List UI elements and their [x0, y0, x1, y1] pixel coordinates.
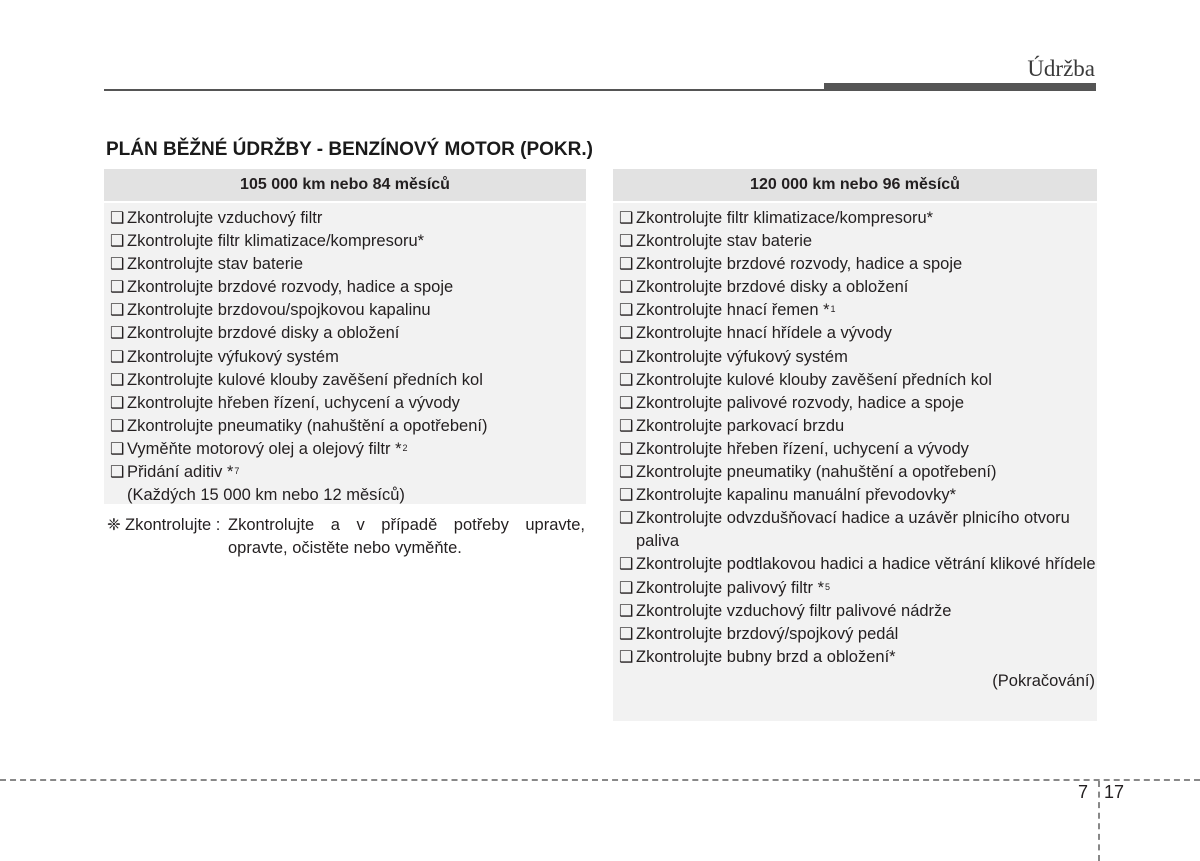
- right-panel-list: [613, 203, 1097, 669]
- checkbox-icon: ❑: [110, 348, 125, 366]
- footnote: [107, 514, 585, 560]
- left-panel-title: 105 000 km nebo 84 měsíců: [104, 169, 586, 203]
- checklist-item-text: Zkontrolujte brzdovou/spojkovou kapalinu: [127, 301, 431, 320]
- checklist-item: [104, 346, 586, 369]
- checkbox-icon: ❑: [110, 279, 125, 297]
- checklist-item-text: Zkontrolujte kulové klouby zavěšení předních kol: [636, 370, 992, 389]
- checklist-item: [613, 392, 1097, 415]
- checklist-item-text: Zkontrolujte brzdový/spojkový pedál: [636, 624, 899, 643]
- checkbox-icon: ❑: [619, 394, 634, 412]
- footnote-reference: 2: [402, 442, 408, 453]
- checklist-item-text: Zkontrolujte hřeben řízení, uchycení a vývody: [127, 393, 460, 412]
- checkbox-icon: ❑: [619, 556, 634, 574]
- checklist-item: [104, 322, 586, 345]
- checklist-item-text: Zkontrolujte kapalinu manuální převodovky*: [636, 486, 957, 505]
- checklist-item-text: Zkontrolujte brzdové disky a obložení: [636, 278, 909, 297]
- checkbox-icon: ❑: [619, 279, 634, 297]
- checklist-item-text: Zkontrolujte odvzdušňovací hadice a uzávěr plnicího otvoru paliva: [636, 509, 1070, 551]
- checklist-item: [104, 207, 586, 230]
- checklist-item-text: Vyměňte motorový olej a olejový filtr *: [127, 439, 402, 458]
- checkbox-icon: ❑: [619, 233, 634, 251]
- checkbox-icon: ❑: [619, 302, 634, 320]
- checkbox-icon: ❑: [619, 648, 634, 666]
- checklist-item-text: Zkontrolujte hnací řemen *: [636, 301, 830, 320]
- checklist-item: [104, 299, 586, 322]
- checklist-item: [613, 207, 1097, 230]
- checkbox-icon: ❑: [619, 510, 634, 528]
- checklist-item: [613, 507, 1097, 553]
- checkbox-icon: ❑: [619, 487, 634, 505]
- checklist-item-text: Zkontrolujte filtr klimatizace/kompresoru*: [127, 232, 425, 251]
- checkbox-icon: ❑: [619, 579, 634, 597]
- checkbox-icon: ❑: [619, 417, 634, 435]
- checkbox-icon: ❑: [110, 210, 125, 227]
- checklist-item-text: Zkontrolujte stav baterie: [636, 232, 813, 251]
- checklist-item-text: Zkontrolujte pneumatiky (nahuštění a opotřebení): [636, 463, 997, 482]
- checkbox-icon: ❑: [619, 348, 634, 366]
- checklist-item-text: Zkontrolujte brzdové disky a obložení: [127, 324, 400, 343]
- checklist-item: [104, 415, 586, 438]
- checklist-item: [104, 253, 586, 276]
- checklist-item: [613, 553, 1097, 576]
- page-number: 17: [1104, 782, 1125, 802]
- footnote-reference: 1: [830, 304, 836, 315]
- checklist-item-text: Zkontrolujte brzdové rozvody, hadice a spoje: [127, 278, 454, 297]
- checkbox-icon: ❑: [110, 464, 125, 482]
- checkbox-icon: ❑: [110, 302, 125, 320]
- checklist-item-text: Zkontrolujte hnací hřídele a vývody: [636, 324, 892, 343]
- checkbox-icon: ❑: [110, 256, 125, 274]
- footnote-mark: ❈: [107, 516, 121, 534]
- section-title: Údržba: [1027, 56, 1095, 81]
- footnote-reference: 5: [825, 581, 831, 592]
- left-schedule-panel: [104, 169, 586, 504]
- checkbox-icon: ❑: [110, 394, 125, 412]
- checklist-item-text: Zkontrolujte palivové rozvody, hadice a spoje: [636, 393, 965, 412]
- checklist-item: [613, 253, 1097, 276]
- checkbox-icon: ❑: [110, 371, 125, 389]
- checklist-item: [613, 299, 1097, 322]
- checklist-item: [613, 484, 1097, 507]
- checklist-item-text: Zkontrolujte bubny brzd a obložení*: [636, 647, 896, 666]
- checklist-item: [104, 392, 586, 415]
- checkbox-icon: ❑: [110, 417, 125, 435]
- right-schedule-panel: [613, 169, 1097, 721]
- checklist-item: [613, 415, 1097, 438]
- checkbox-icon: ❑: [110, 325, 125, 343]
- checkbox-icon: ❑: [619, 256, 634, 274]
- checklist-item-text: Zkontrolujte pneumatiky (nahuštění a opotřebení): [127, 416, 488, 435]
- footnote-reference: 7: [234, 466, 240, 477]
- checklist-item-text: Zkontrolujte podtlakovou hadici a hadice větrání klikové hřídele: [636, 555, 1096, 574]
- checkbox-icon: ❑: [619, 371, 634, 389]
- checklist-item-text: Zkontrolujte vzduchový filtr: [127, 209, 323, 227]
- checklist-item: [613, 346, 1097, 369]
- checklist-item: [104, 230, 586, 253]
- chapter-number: 7: [1078, 782, 1089, 802]
- checkbox-icon: ❑: [619, 325, 634, 343]
- checkbox-icon: ❑: [619, 602, 634, 620]
- footer-divider: [0, 779, 1200, 781]
- checklist-item: [104, 461, 586, 484]
- checklist-item: [613, 438, 1097, 461]
- checkbox-icon: ❑: [619, 625, 634, 643]
- checklist-item: [104, 369, 586, 392]
- checklist-item-text: Zkontrolujte výfukový systém: [636, 347, 848, 366]
- checklist-item-text: Zkontrolujte stav baterie: [127, 255, 304, 274]
- checkbox-icon: ❑: [110, 440, 125, 458]
- right-panel-title: 120 000 km nebo 96 měsíců: [613, 169, 1097, 203]
- footnote-text: Zkontrolujte a v případě potřeby upravte, opravte, očistěte nebo vyměňte.: [228, 516, 585, 557]
- checkbox-icon: ❑: [110, 233, 125, 251]
- checkbox-icon: ❑: [619, 440, 634, 458]
- checklist-item-text: Zkontrolujte parkovací brzdu: [636, 416, 845, 435]
- checklist-item: [613, 600, 1097, 623]
- checklist-item-text: Zkontrolujte kulové klouby zavěšení předních kol: [127, 370, 483, 389]
- checklist-item: [104, 438, 586, 461]
- checklist-item-text: Zkontrolujte vzduchový filtr palivové nádrže: [636, 601, 952, 620]
- checklist-item: [613, 646, 1097, 669]
- checkbox-icon: ❑: [619, 210, 634, 227]
- checklist-item: [613, 577, 1097, 600]
- checkbox-icon: ❑: [619, 464, 634, 482]
- checklist-item: [613, 322, 1097, 345]
- left-panel-extra-line: (Každých 15 000 km nebo 12 měsíců): [127, 486, 405, 505]
- checklist-item-text: Přidání aditiv *: [127, 463, 234, 482]
- checklist-item: [613, 369, 1097, 392]
- checklist-item-text: Zkontrolujte filtr klimatizace/kompresoru*: [636, 209, 934, 227]
- page-heading: PLÁN BĚŽNÉ ÚDRŽBY - BENZÍNOVÝ MOTOR (POKR.): [106, 139, 593, 160]
- checklist-item-text: Zkontrolujte brzdové rozvody, hadice a spoje: [636, 255, 963, 274]
- checklist-item: [613, 276, 1097, 299]
- checklist-item-text: Zkontrolujte výfukový systém: [127, 347, 339, 366]
- continued-label: (Pokračování): [992, 671, 1095, 690]
- checklist-item-text: Zkontrolujte hřeben řízení, uchycení a vývody: [636, 439, 969, 458]
- footnote-label: Zkontrolujte :: [125, 516, 221, 534]
- left-panel-list: [104, 203, 586, 484]
- checklist-item-text: Zkontrolujte palivový filtr *: [636, 578, 824, 597]
- checklist-item: [613, 623, 1097, 646]
- checklist-item: [104, 276, 586, 299]
- checklist-item: [613, 461, 1097, 484]
- header-rule-accent: [824, 83, 1096, 90]
- footer-page-divider: [1098, 781, 1100, 861]
- checklist-item: [613, 230, 1097, 253]
